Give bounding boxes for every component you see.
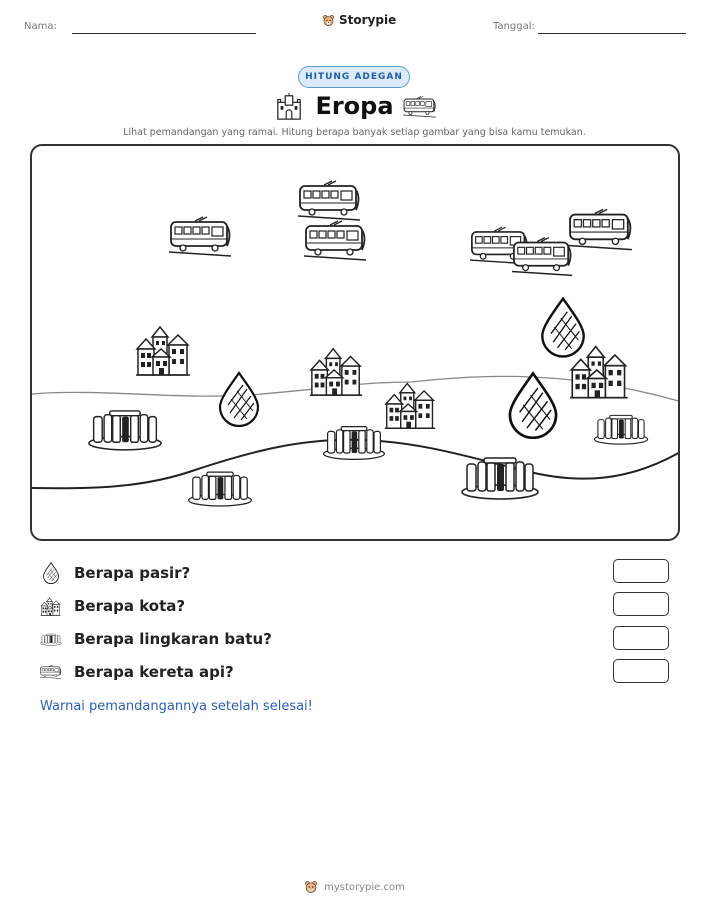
sand-drop-icon bbox=[506, 371, 560, 439]
footer bbox=[0, 880, 709, 894]
name-line[interactable] bbox=[72, 33, 256, 34]
page-title: Eropa bbox=[315, 92, 394, 120]
question-train bbox=[40, 660, 234, 684]
question-sand bbox=[40, 561, 190, 585]
question-town bbox=[40, 594, 185, 618]
bear-icon bbox=[322, 14, 335, 27]
town-icon bbox=[134, 319, 194, 379]
sand-drop-icon bbox=[539, 296, 587, 358]
date-line[interactable] bbox=[538, 33, 686, 34]
date-label: Tanggal: bbox=[493, 21, 535, 32]
scene-panel bbox=[30, 144, 680, 541]
brand-logo bbox=[322, 13, 396, 27]
question-text: Berapa pasir? bbox=[74, 564, 191, 582]
question-text: Berapa lingkaran batu? bbox=[74, 630, 272, 648]
stone-circle-icon bbox=[187, 464, 253, 510]
stone-circle-icon bbox=[40, 628, 62, 650]
train-icon bbox=[304, 220, 368, 262]
question-stone-circle bbox=[40, 627, 272, 651]
question-text: Berapa kereta api? bbox=[74, 663, 234, 681]
train-icon bbox=[568, 208, 634, 252]
stone-circle-icon bbox=[322, 418, 386, 464]
question-text: Berapa kota? bbox=[74, 597, 186, 615]
activity-badge: HITUNG ADEGAN bbox=[298, 66, 410, 88]
instructions: Lihat pemandangan yang ramai. Hitung berapa banyak setiap gambar yang bisa kamu temukan. bbox=[123, 127, 586, 138]
stone-circle-icon bbox=[87, 404, 163, 452]
brand-name: Storypie bbox=[339, 13, 397, 27]
town-icon bbox=[382, 376, 440, 432]
name-label: Nama: bbox=[24, 21, 57, 32]
answer-box-town[interactable] bbox=[613, 592, 669, 616]
answer-box-train[interactable] bbox=[613, 659, 669, 683]
stone-circle-icon bbox=[593, 408, 649, 448]
town-icon bbox=[40, 595, 62, 617]
sand-drop-icon bbox=[40, 562, 62, 584]
train-icon bbox=[512, 236, 574, 278]
footer-url: mystorypie.com bbox=[324, 881, 405, 893]
train-icon bbox=[40, 661, 62, 683]
train-icon bbox=[298, 180, 362, 222]
town-icon bbox=[307, 341, 367, 399]
answer-box-sand[interactable] bbox=[613, 559, 669, 583]
answer-box-stone-circle[interactable] bbox=[613, 626, 669, 650]
train-icon bbox=[169, 216, 233, 258]
bear-icon bbox=[304, 880, 318, 894]
coloring-note: Warnai pemandangannya setelah selesai! bbox=[40, 699, 313, 714]
train-icon bbox=[403, 96, 437, 118]
sand-drop-icon bbox=[217, 371, 261, 427]
stone-circle-icon bbox=[460, 448, 540, 504]
